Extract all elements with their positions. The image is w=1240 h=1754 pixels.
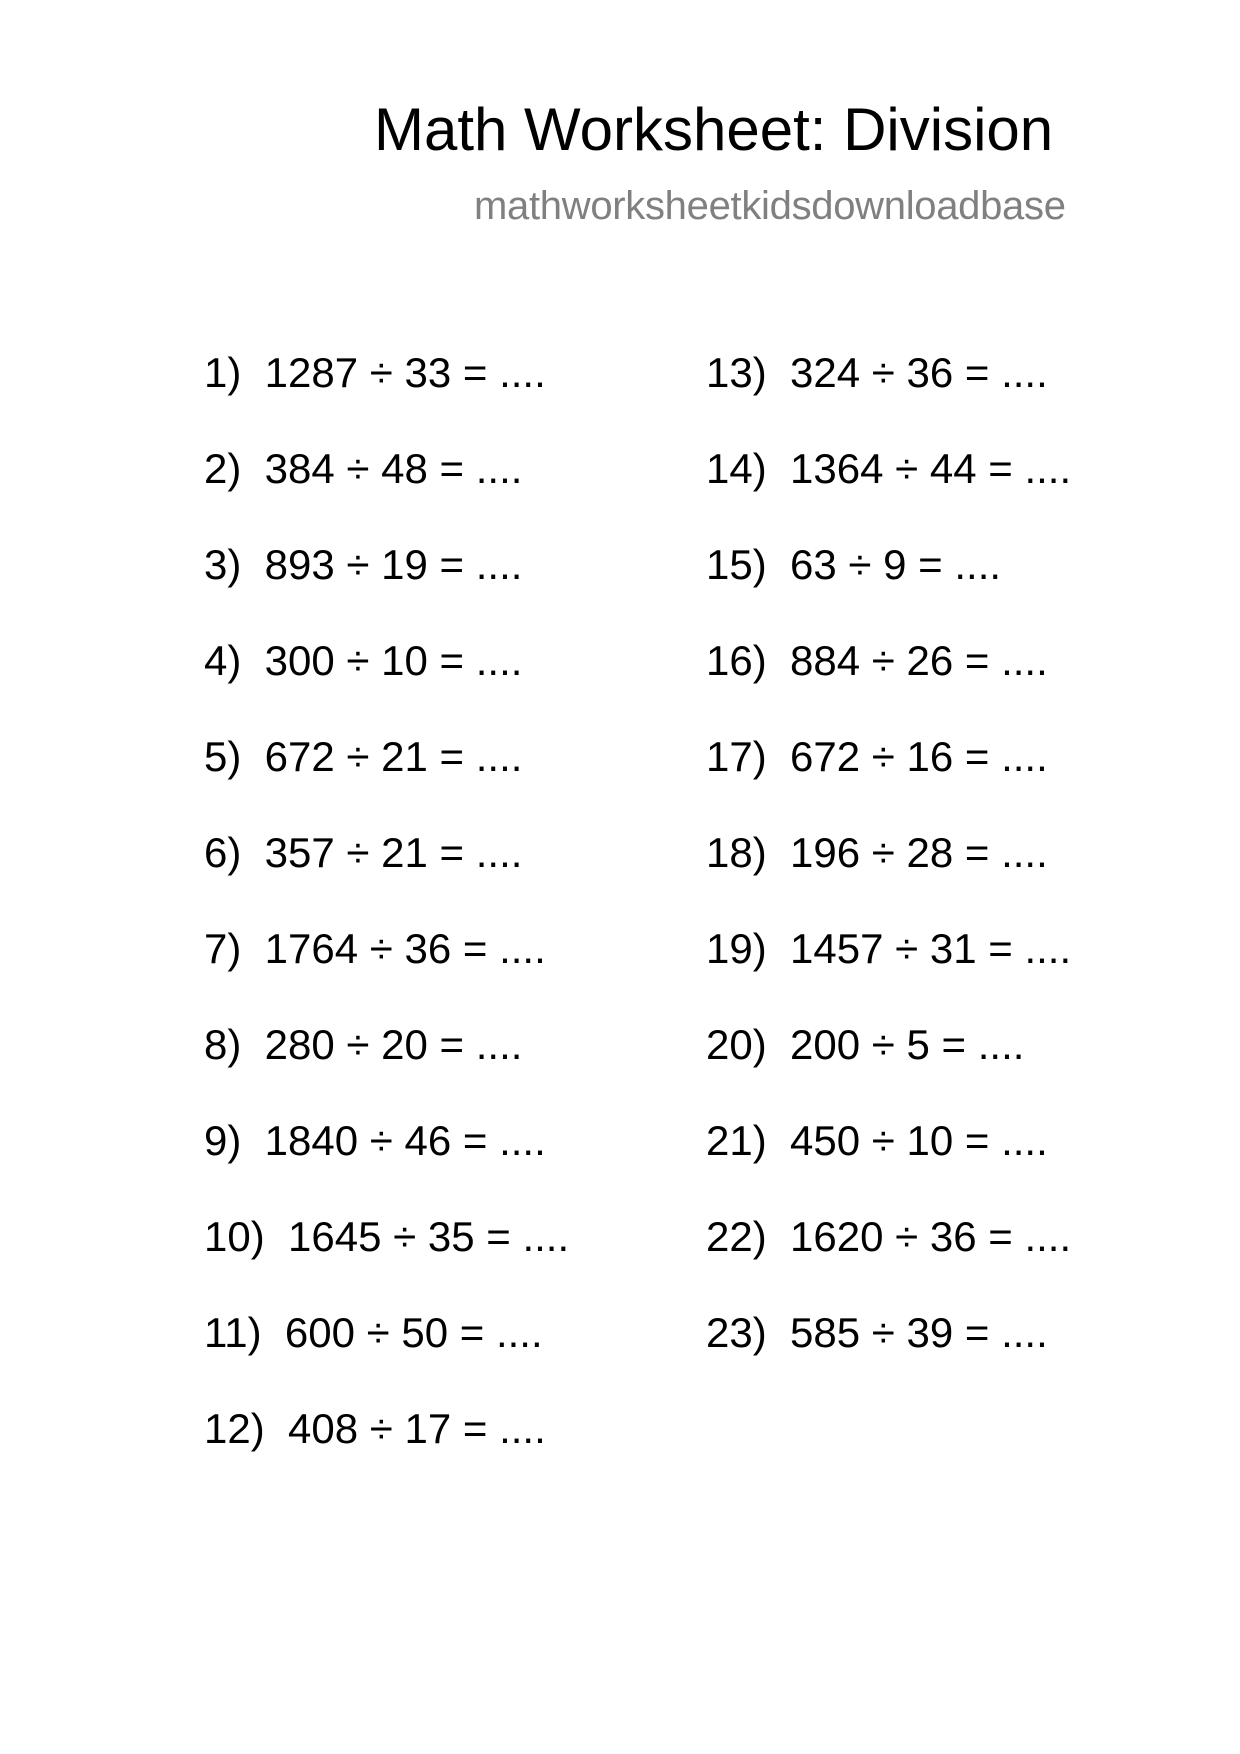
division-problem: 9) 1840 ÷ 46 = .... — [204, 1117, 546, 1164]
division-problem: 20) 200 ÷ 5 = .... — [706, 1021, 1025, 1068]
division-problem: 15) 63 ÷ 9 = .... — [706, 541, 1002, 588]
division-problem: 2) 384 ÷ 48 = .... — [204, 445, 523, 492]
division-problem: 17) 672 ÷ 16 = .... — [706, 733, 1048, 780]
division-problem: 11) 600 ÷ 50 = .... — [204, 1309, 543, 1356]
division-problem: 21) 450 ÷ 10 = .... — [706, 1117, 1048, 1164]
division-problem: 7) 1764 ÷ 36 = .... — [204, 925, 546, 972]
division-problem: 22) 1620 ÷ 36 = .... — [706, 1213, 1072, 1260]
division-problem: 8) 280 ÷ 20 = .... — [204, 1021, 523, 1068]
division-problem: 1) 1287 ÷ 33 = .... — [204, 349, 546, 396]
division-problem: 3) 893 ÷ 19 = .... — [204, 541, 523, 588]
division-problem: 6) 357 ÷ 21 = .... — [204, 829, 523, 876]
division-problem: 16) 884 ÷ 26 = .... — [706, 637, 1048, 684]
page-title: Math Worksheet: Division — [374, 96, 1054, 163]
division-problem: 12) 408 ÷ 17 = .... — [204, 1405, 546, 1452]
division-problem: 4) 300 ÷ 10 = .... — [204, 637, 523, 684]
division-problem: 14) 1364 ÷ 44 = .... — [706, 445, 1072, 492]
division-problem: 5) 672 ÷ 21 = .... — [204, 733, 523, 780]
division-problem: 10) 1645 ÷ 35 = .... — [204, 1213, 570, 1260]
division-problem: 13) 324 ÷ 36 = .... — [706, 349, 1048, 396]
division-problem: 19) 1457 ÷ 31 = .... — [706, 925, 1072, 972]
division-problem: 18) 196 ÷ 28 = .... — [706, 829, 1048, 876]
problems-column-right — [706, 349, 1072, 1408]
division-problem: 23) 585 ÷ 39 = .... — [706, 1309, 1048, 1356]
problems-column-left — [204, 349, 570, 1504]
site-watermark: mathworksheetkidsdownloadbase — [474, 184, 1066, 228]
